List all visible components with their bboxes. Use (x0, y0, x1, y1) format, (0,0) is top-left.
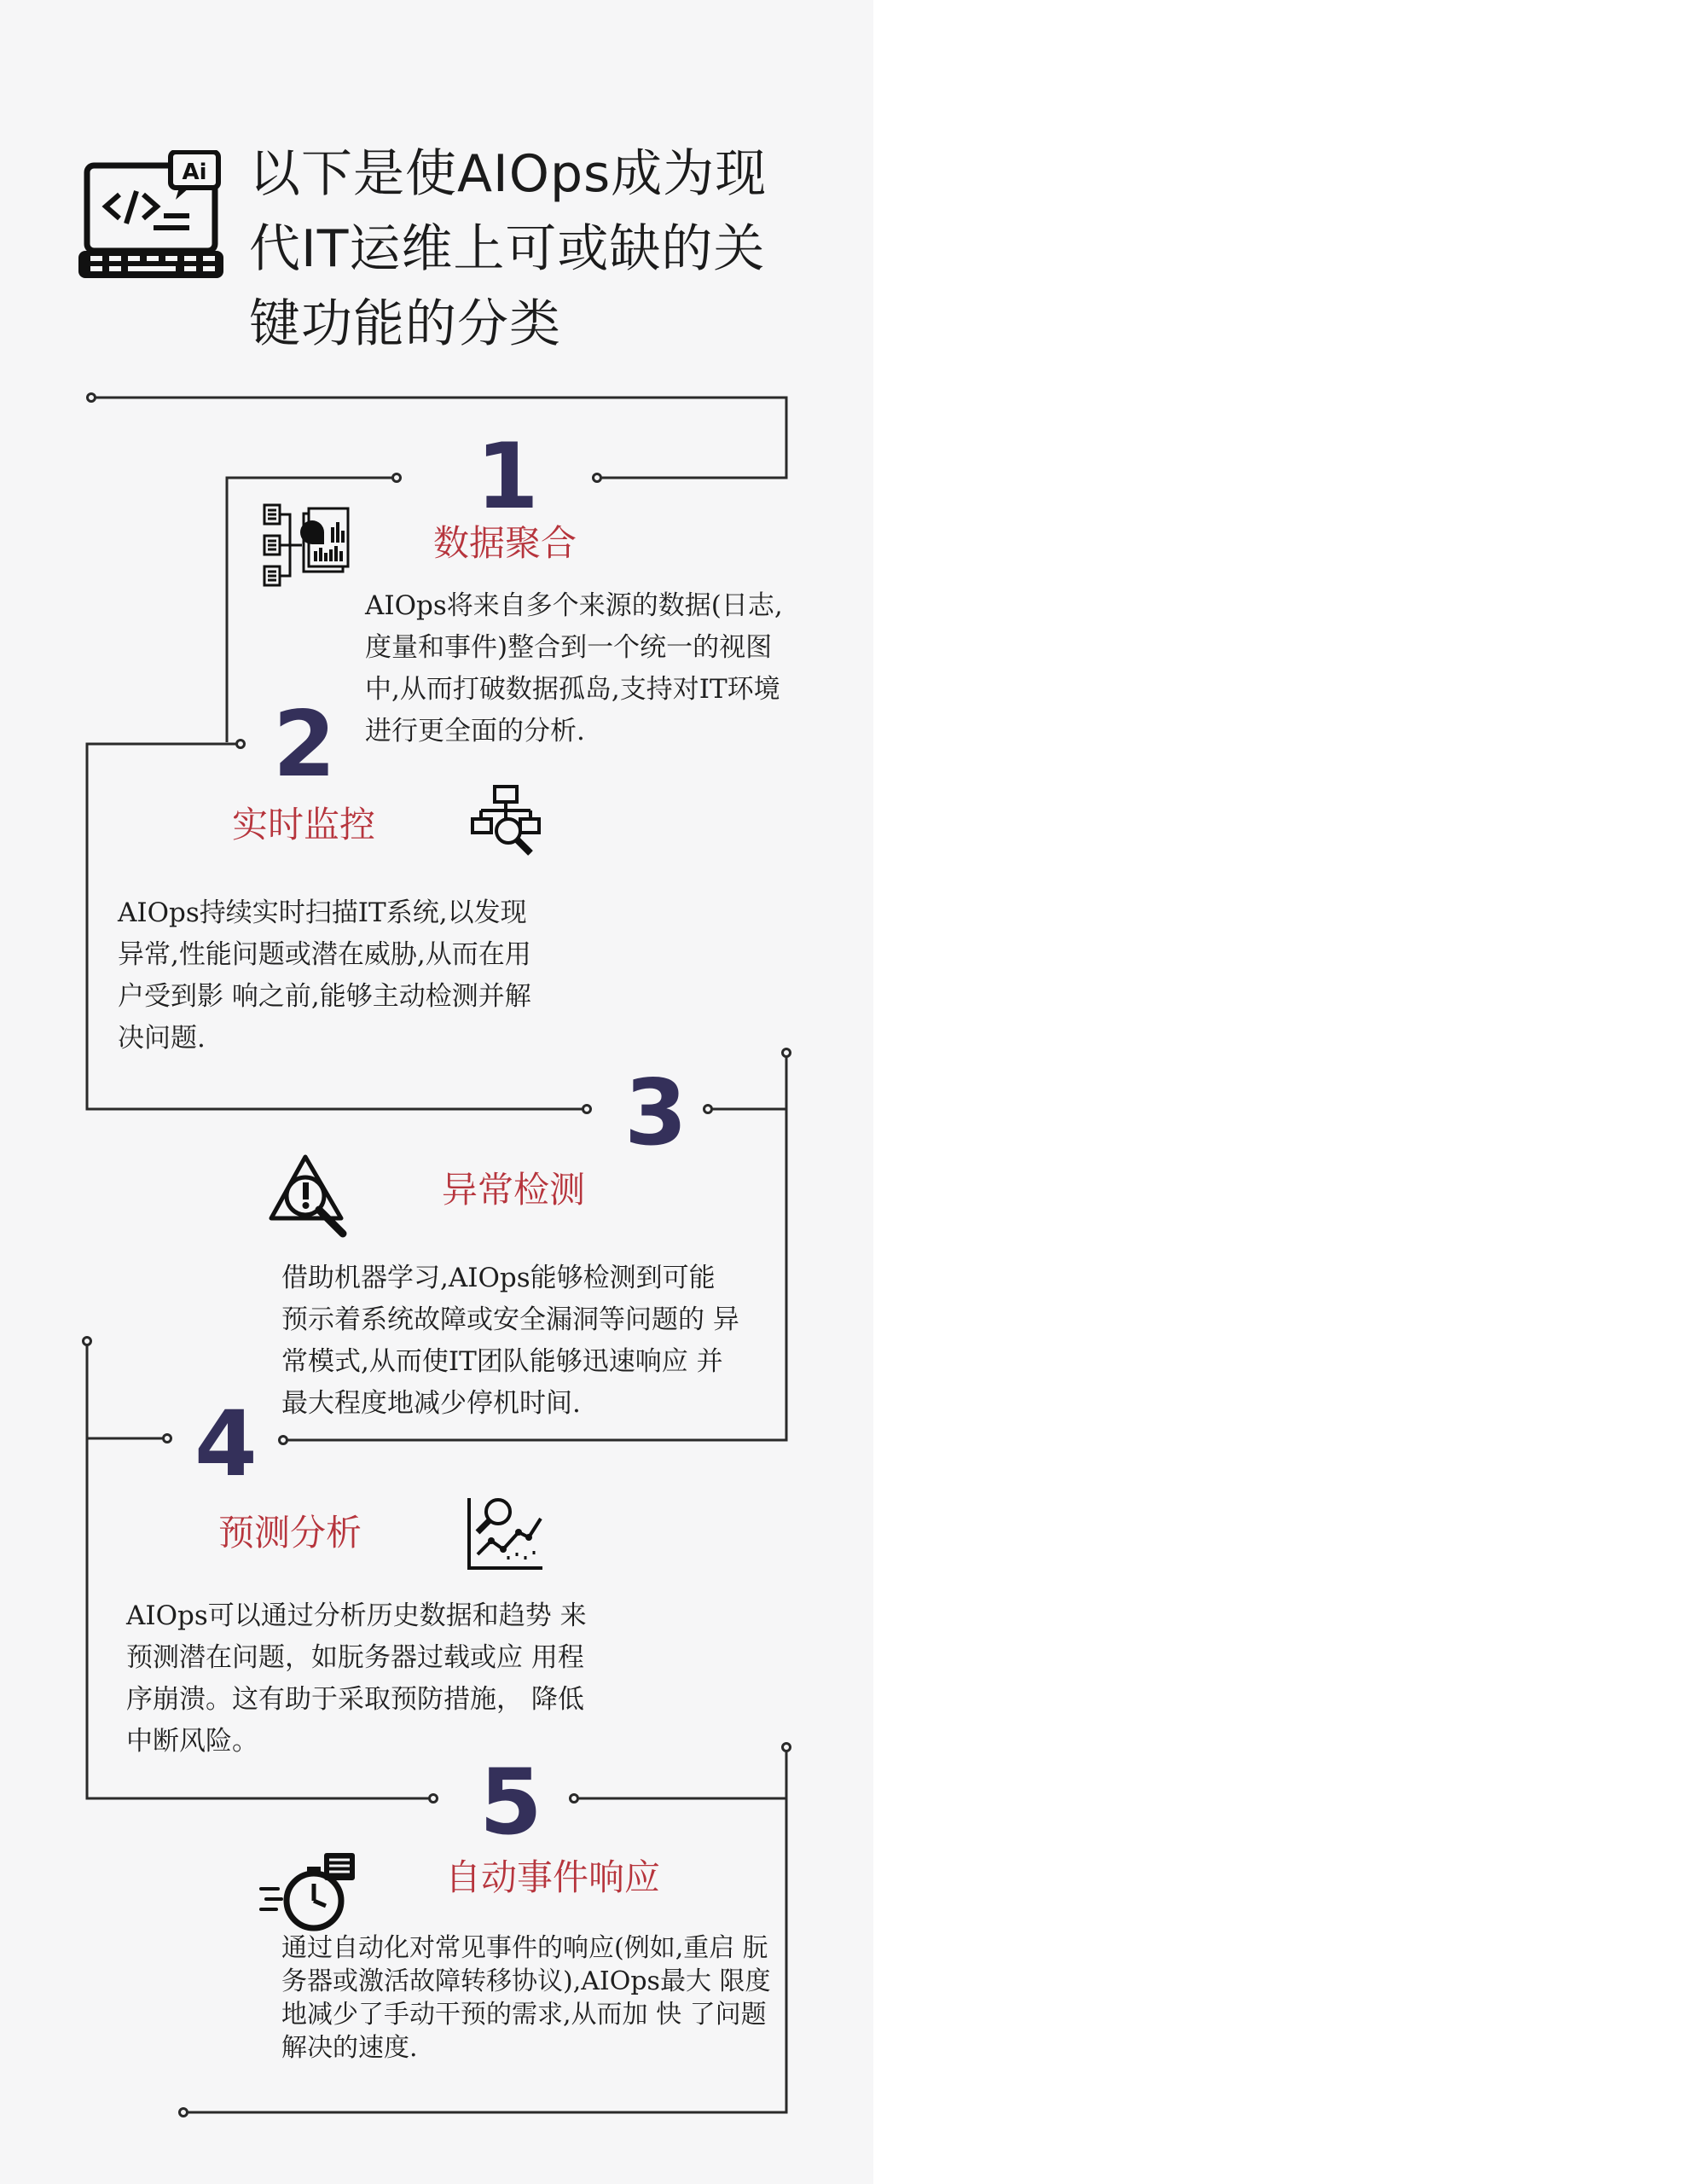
stopwatch-icon (258, 1851, 358, 1937)
step-number-1: 1 (476, 424, 539, 529)
laptop-ai-icon (75, 150, 229, 287)
section-body-2: AIOps持续实时扫描IT系统,以发现 异常,性能问题或潜在威胁,从而在用 户受到影 响之前,能够主动检测并解 决问题. (118, 897, 531, 1054)
svg-text:Ai: Ai (182, 160, 207, 185)
section-heading-4: 预测分析 (218, 1512, 362, 1554)
warning-search-icon (268, 1153, 353, 1239)
section-heading-2: 实时监控 (232, 804, 376, 845)
step-number-2: 2 (273, 692, 336, 797)
network-search-icon (469, 783, 544, 858)
section-body-4: AIOps可以通过分析历史数据和趋势 来预测潜在问题，如朊务器过载或应 用程序崩溃。这有助于采取预防措施， 降低中断风险。 (126, 1600, 587, 1757)
section-body-1: AIOps将来自多个来源的数据(日志, 度量和事件)整合到一个统一的视图 中,从而打破数据孤岛,支持对IT环境 进行更全面的分析. (365, 590, 783, 746)
data-aggregation-icon (261, 502, 353, 594)
step-number-5: 5 (479, 1750, 542, 1855)
step-number-4: 4 (194, 1391, 258, 1496)
section-body-5: 通过自动化对常见事件的响应(例如,重启 朊务器或激活故障转移协议),AIOps最大 限度地减少了手动干预的需求,从而加 快 了问题解决的速度. (281, 1933, 771, 2063)
section-heading-1: 数据聚合 (433, 522, 577, 564)
step-number-3: 3 (624, 1060, 687, 1165)
section-heading-5: 自动事件响应 (445, 1856, 661, 1898)
section-heading-3: 异常检测 (442, 1169, 586, 1211)
page-title: 以下是使AIOps成为现代IT运维上可或缺的关键功能的分类 (249, 144, 768, 354)
trend-analysis-icon (466, 1495, 548, 1573)
section-body-3: 借助机器学习,AIOps能够检测到可能 预示着系统故障或安全漏洞等问题的 异常模式,从而使IT团队能够迅速响应 并最大程度地减少停机时间. (281, 1263, 739, 1419)
